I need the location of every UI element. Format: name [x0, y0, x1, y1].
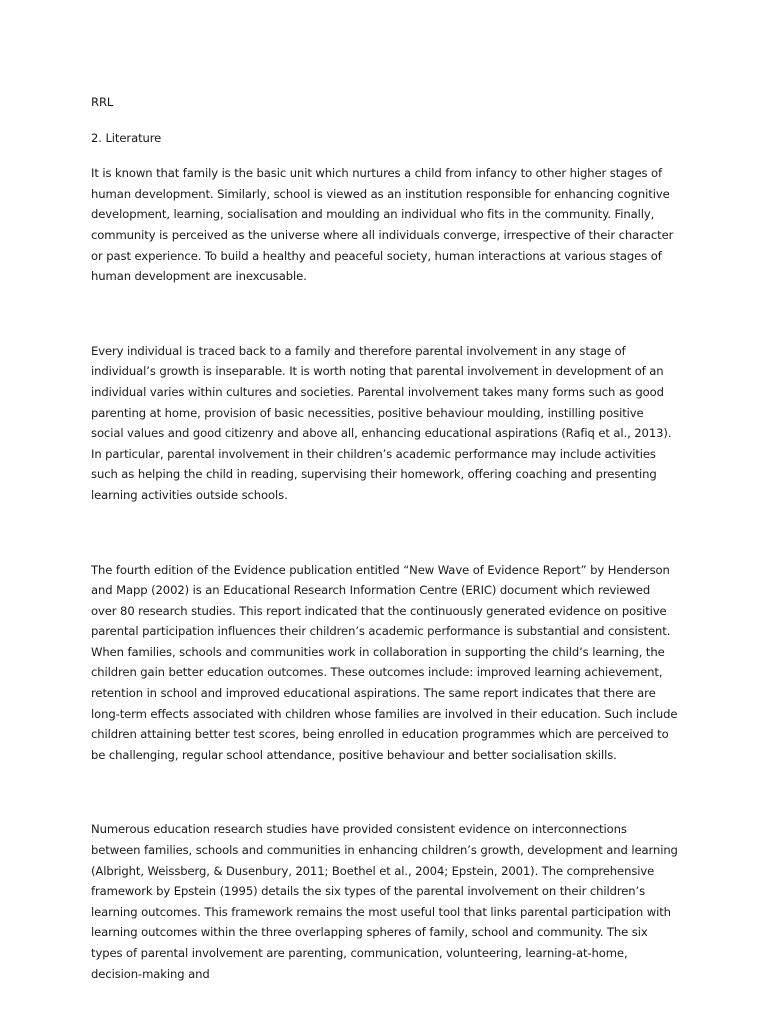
paragraph-2: Every individual is traced back to a family and therefore parental involvement in any stage of individual’s growth is inseparable. It is worth noting that parental involvement in development of an individual varies within cultures and societies. Parental involvement takes many forms such as good parenting at home, provision of basic necessities, positive behaviour moulding, instilling positive social values and good citizenry and above all, enhancing educational aspirations (Rafiq et al., 2013). In particular, parental involvement in their children’s academic performance may include activities such as helping the child in reading, supervising their homework, offering coaching and presenting learning activities outside schools. — [91, 343, 672, 502]
document-body — [91, 92, 679, 984]
paragraph-1: It is known that family is the basic unit which nurtures a child from infancy to other higher stages of human development. Similarly, school is viewed as an institution responsible for enhancing cognitive development, learning, socialisation and moulding an individual who fits in the community. Finally, community is perceived as the universe where all individuals converge, irrespective of their character or past experience. To build a healthy and peaceful society, human interactions at various stages of human development are inexcusable. — [91, 166, 674, 284]
section-title: 2. Literature — [91, 130, 162, 145]
document-label: RRL — [91, 95, 114, 109]
paragraph-4: Numerous education research studies have provided consistent evidence on interconnections between families, schools and communities in enhancing children’s growth, development and learning (Albright, Weissberg, & Dusenbury, 2011; Boethel et al., 2004; Epstein, 2001). The comprehensive framework by Epstein (1995) details the six types of the parental involvement on their children’s learning outcomes. This framework remains the most useful tool that links parental participation with learning outcomes within the three overlapping spheres of family, school and community. The six types of parental involvement are parenting, communication, volunteering, learning-at-home, decision-making and — [91, 822, 678, 981]
paragraph-3: The fourth edition of the Evidence publication entitled “New Wave of Evidence Report” by Henderson and Mapp (2002) is an Educational Research Information Centre (ERIC) document which reviewed over 80 research studies. This report indicated that the continuously generated evidence on positive parental participation influences their children’s academic performance is substantial and consistent. When families, schools and communities work in collaboration in supporting the child’s learning, the children gain better education outcomes. These outcomes include: improved learning achievement, retention in school and improved educational aspirations. The same report indicates that there are long-term effects associated with children whose families are involved in their education. Such include children attaining better test scores, being enrolled in education programmes which are perceived to be challenging, regular school attendance, positive behaviour and better socialisation skills. — [91, 562, 678, 762]
